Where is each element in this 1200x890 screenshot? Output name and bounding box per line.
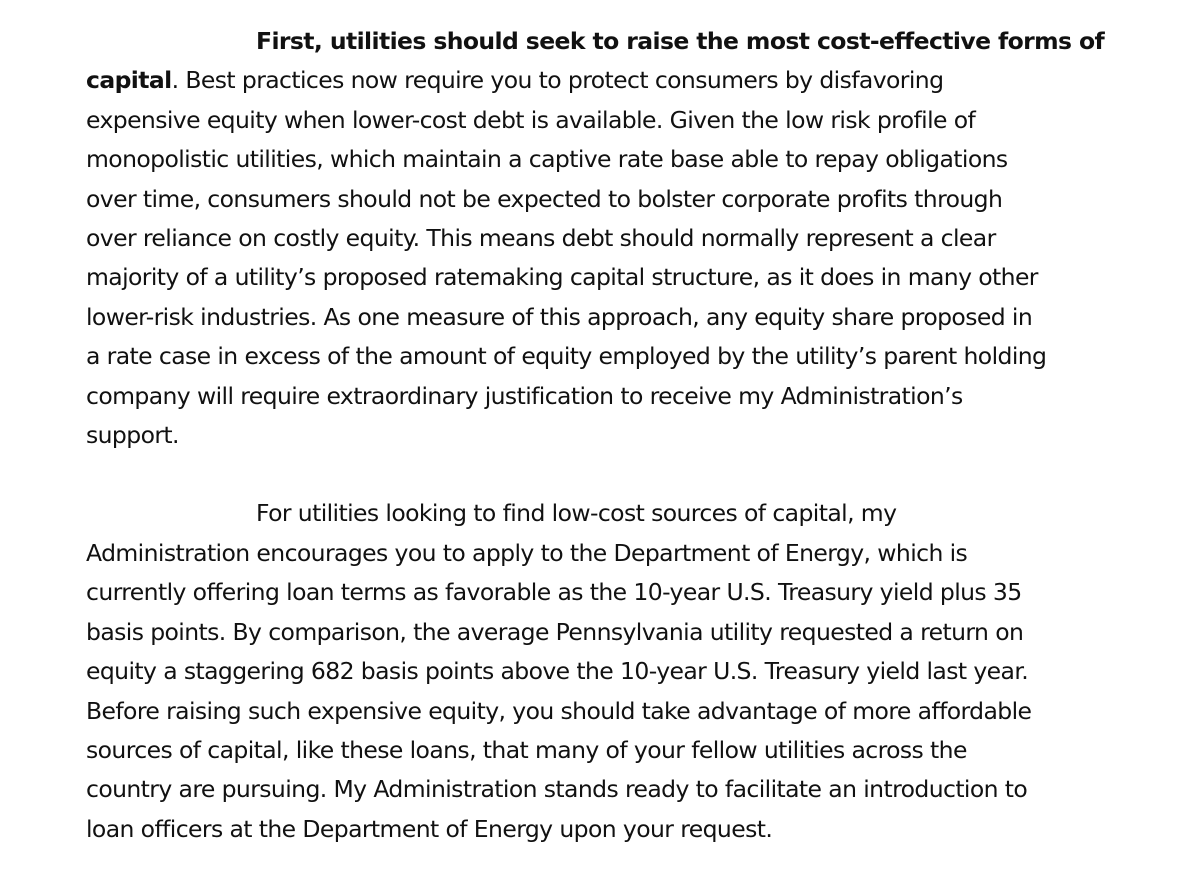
text-line: company will require extraordinary justification to receive my Administration’s — [86, 381, 963, 410]
line-text: . Best practices now require you to protect consumers by disfavoring — [171, 66, 944, 95]
text-line: country are pursuing. My Administration stands ready to facilitate an introduction to — [86, 775, 1028, 804]
text-line: over time, consumers should not be expected to bolster corporate profits through — [86, 184, 1003, 213]
text-line: basis points. By comparison, the average Pennsylvania utility requested a return on — [86, 617, 1024, 646]
text-line: sources of capital, like these loans, that many of your fellow utilities across the — [86, 735, 967, 764]
text-line: expensive equity when lower-cost debt is available. Given the low risk profile of — [86, 105, 976, 134]
text-line: monopolistic utilities, which maintain a captive rate base able to repay obligations — [86, 145, 1008, 174]
bold-heading-text: First, utilities should seek to raise the most cost-effective forms of — [256, 27, 1105, 55]
text-line: loan officers at the Department of Energy upon your request. — [86, 814, 773, 843]
text-line: lower-risk industries. As one measure of this approach, any equity share proposed in — [86, 302, 1033, 331]
text-line: currently offering loan terms as favorable as the 10-year U.S. Treasury yield plus 35 — [86, 578, 1022, 607]
text-line — [86, 61, 1181, 100]
text-line — [86, 22, 1181, 61]
paragraph-cost-effective-capital — [86, 22, 1181, 455]
text-line: a rate case in excess of the amount of equity employed by the utility’s parent holding — [86, 342, 1047, 371]
document-body — [86, 22, 1181, 849]
text-line: support. — [86, 421, 179, 450]
text-line: over reliance on costly equity. This means debt should normally represent a clear — [86, 224, 996, 253]
bold-heading-text: capital — [86, 66, 172, 95]
text-line: Before raising such expensive equity, you should take advantage of more affordable — [86, 696, 1032, 725]
paragraph-low-cost-sources — [86, 494, 1181, 849]
text-line: For utilities looking to find low-cost sources of capital, my — [256, 499, 897, 528]
text-line: majority of a utility’s proposed ratemaking capital structure, as it does in many other — [86, 263, 1038, 292]
text-line: Administration encourages you to apply to the Department of Energy, which is — [86, 538, 968, 567]
text-line: equity a staggering 682 basis points above the 10-year U.S. Treasury yield last year. — [86, 657, 1029, 686]
